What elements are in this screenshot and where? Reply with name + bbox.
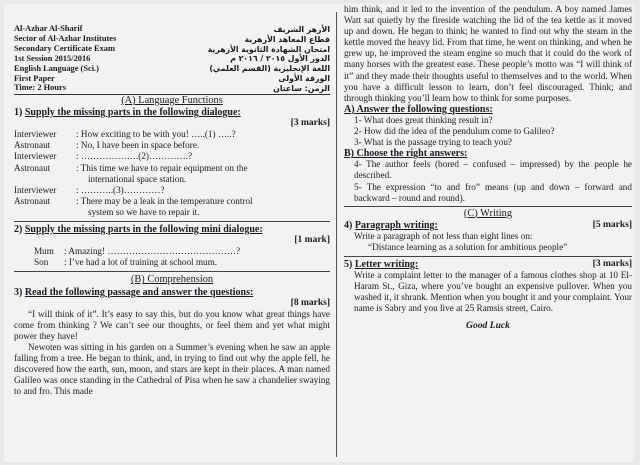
- part-a-heading: A) Answer the following questions:: [344, 103, 493, 115]
- exam-page: [4, 4, 634, 462]
- exam-header: [14, 4, 330, 94]
- divider: [14, 268, 330, 272]
- question-2: 2) Supply the missing parts in the following mini dialogue:: [14, 224, 263, 236]
- dialogue-line: Interviewer : ……………….(2)………….?: [14, 151, 193, 162]
- question-1: 1) Supply the missing parts in the following dialogue:: [14, 107, 241, 119]
- header-line-ar: الأزهر الشريف: [273, 25, 330, 34]
- question-item: 4- The author feels (bored – confused – impressed) by the people he described.: [354, 159, 632, 181]
- header-line-ar: امتحان الشهادة الثانوية الأزهرية: [207, 44, 330, 54]
- part-b-heading: B) Choose the right answers:: [344, 148, 468, 160]
- passage-paragraph: him think, and it led to the invention of the pendulum. A boy named James Watt sat quietly by the fireside watching the lid of the tea kettle as it moved up and down. He began to think; he wanted to find out why the steam in the kettle moved the heavy lid. From that time, he went on thinking, and when he grew up, he improved the steam engine so much that it could do the work of many horses with the greatest ease. These people’s motto was “I will think of it” and they made their thoughts useful to themselves and to the world. When you have a difficult lesson to learn, don’t feel discouraged. Think; and through thinking you’ll learn how to think for some purposes.: [344, 4, 632, 103]
- header-line-ar: الدور الأول ٢٠١٥ / ٢٠١٦ م: [230, 54, 330, 64]
- question-item: 3- What is the passage trying to teach you?: [354, 137, 513, 148]
- passage-paragraph: “I will think of it”. It’s easy to say this, but do you know what great things have come from thinking ? We can’t see our thoughts, or feel them and yet what might power they have!: [14, 308, 330, 341]
- header-line: English Language (Sci.): [14, 63, 99, 73]
- header-arabic: [170, 25, 330, 94]
- q4-topic: “Distance learning as a solution for ambitious people”: [368, 241, 568, 252]
- dialogue-line: Astronaut : There may be a leak in the temperature control: [14, 195, 253, 206]
- header-english: [14, 24, 164, 93]
- left-body: [14, 94, 330, 397]
- header-line: Time: 2 Hours: [14, 83, 66, 93]
- column-divider: [336, 12, 337, 457]
- header-line: 1st Session 2015/2016: [14, 53, 91, 63]
- q4-instruction: Write a paragraph of not less than eight lines on:: [354, 230, 533, 241]
- header-line-ar: اللغة الإنجليزية (القسم العلمي): [209, 64, 330, 74]
- question-5: 5) Letter writing: [3 marks]: [344, 259, 632, 271]
- header-line-ar: الورقة الأولى: [278, 73, 330, 83]
- section-b-heading: (B) Comprehension: [130, 274, 214, 286]
- header-line-ar: قطاع المعاهد الأزهرية: [244, 34, 330, 44]
- passage-paragraph: Newoten was sitting in his garden on a Summer’s evening when he saw an apple falling from a tree. He began to think, and, in trying to find out why the apple fell, he discovered how the earth, sun, moon, and stars are kept in their places. A man named Galileo was once standing in the Cathedral of Pisa when he saw a chandelier swaying to and fro. This made: [14, 341, 330, 397]
- right-column: [344, 4, 632, 331]
- divider: [344, 253, 632, 257]
- good-luck: Good Luck: [466, 319, 510, 331]
- divider: [344, 204, 632, 207]
- dialogue-line: Son : I’ve had a lot of training at school mum.: [34, 257, 218, 268]
- header-line: Al-Azhar Al-Sharif: [14, 24, 83, 33]
- question-item: 1- What does great thinking result in?: [354, 114, 493, 125]
- dialogue-line: international space station.: [88, 173, 187, 184]
- q3-marks: [8 marks]: [290, 297, 330, 308]
- divider: [14, 218, 330, 222]
- header-line: Secondary Certificate Exam: [14, 43, 115, 53]
- dialogue-line: Interviewer : ………..(3)…………?: [14, 184, 165, 195]
- q5-marks: [3 marks]: [592, 259, 632, 270]
- question-4: 4) Paragraph writing: [5 marks]: [344, 219, 632, 231]
- question-item: 5- The expression “to and fro” means (up and down – forward and backward – round and round).: [354, 181, 632, 203]
- q1-marks: [3 marks]: [290, 118, 330, 129]
- q2-marks: [1 mark]: [294, 235, 330, 246]
- dialogue-line: Astronaut : No, I have been in space before.: [14, 140, 200, 151]
- question-item: 2- How did the idea of the pendulum come to Galileo?: [354, 126, 555, 137]
- section-a-heading: (A) Language Functions: [121, 95, 223, 106]
- header-line-ar: الزمن: ساعتان: [273, 83, 330, 93]
- header-line: Sector of Al-Azhar Institutes: [14, 33, 117, 43]
- dialogue-line: Mum : Amazing! ……………………………………?: [34, 246, 241, 257]
- dialogue-line: Astronaut : This time we have to repair equipment on the: [14, 162, 248, 173]
- section-c-heading: (C) Writing: [463, 207, 513, 219]
- header-line: First Paper: [14, 73, 55, 83]
- question-3: 3) Read the following passage and answer the questions:: [14, 286, 254, 298]
- dialogue-line: Interviewer : How exciting to be with you! …..(1) …..?: [14, 129, 236, 140]
- dialogue-line: system so we have to repair it.: [88, 206, 200, 217]
- q5-instruction: Write a complaint letter to the manager of a famous clothes shop at 10 El-Haram St., Giza, where you’ve bought an expensive pullover. When you washed it, it shrank. Mention when you bought it and your complaint. Your name is Sabry and you live at 25 Ramsis street, Cairo.: [354, 270, 632, 314]
- q4-marks: [5 marks]: [592, 219, 632, 230]
